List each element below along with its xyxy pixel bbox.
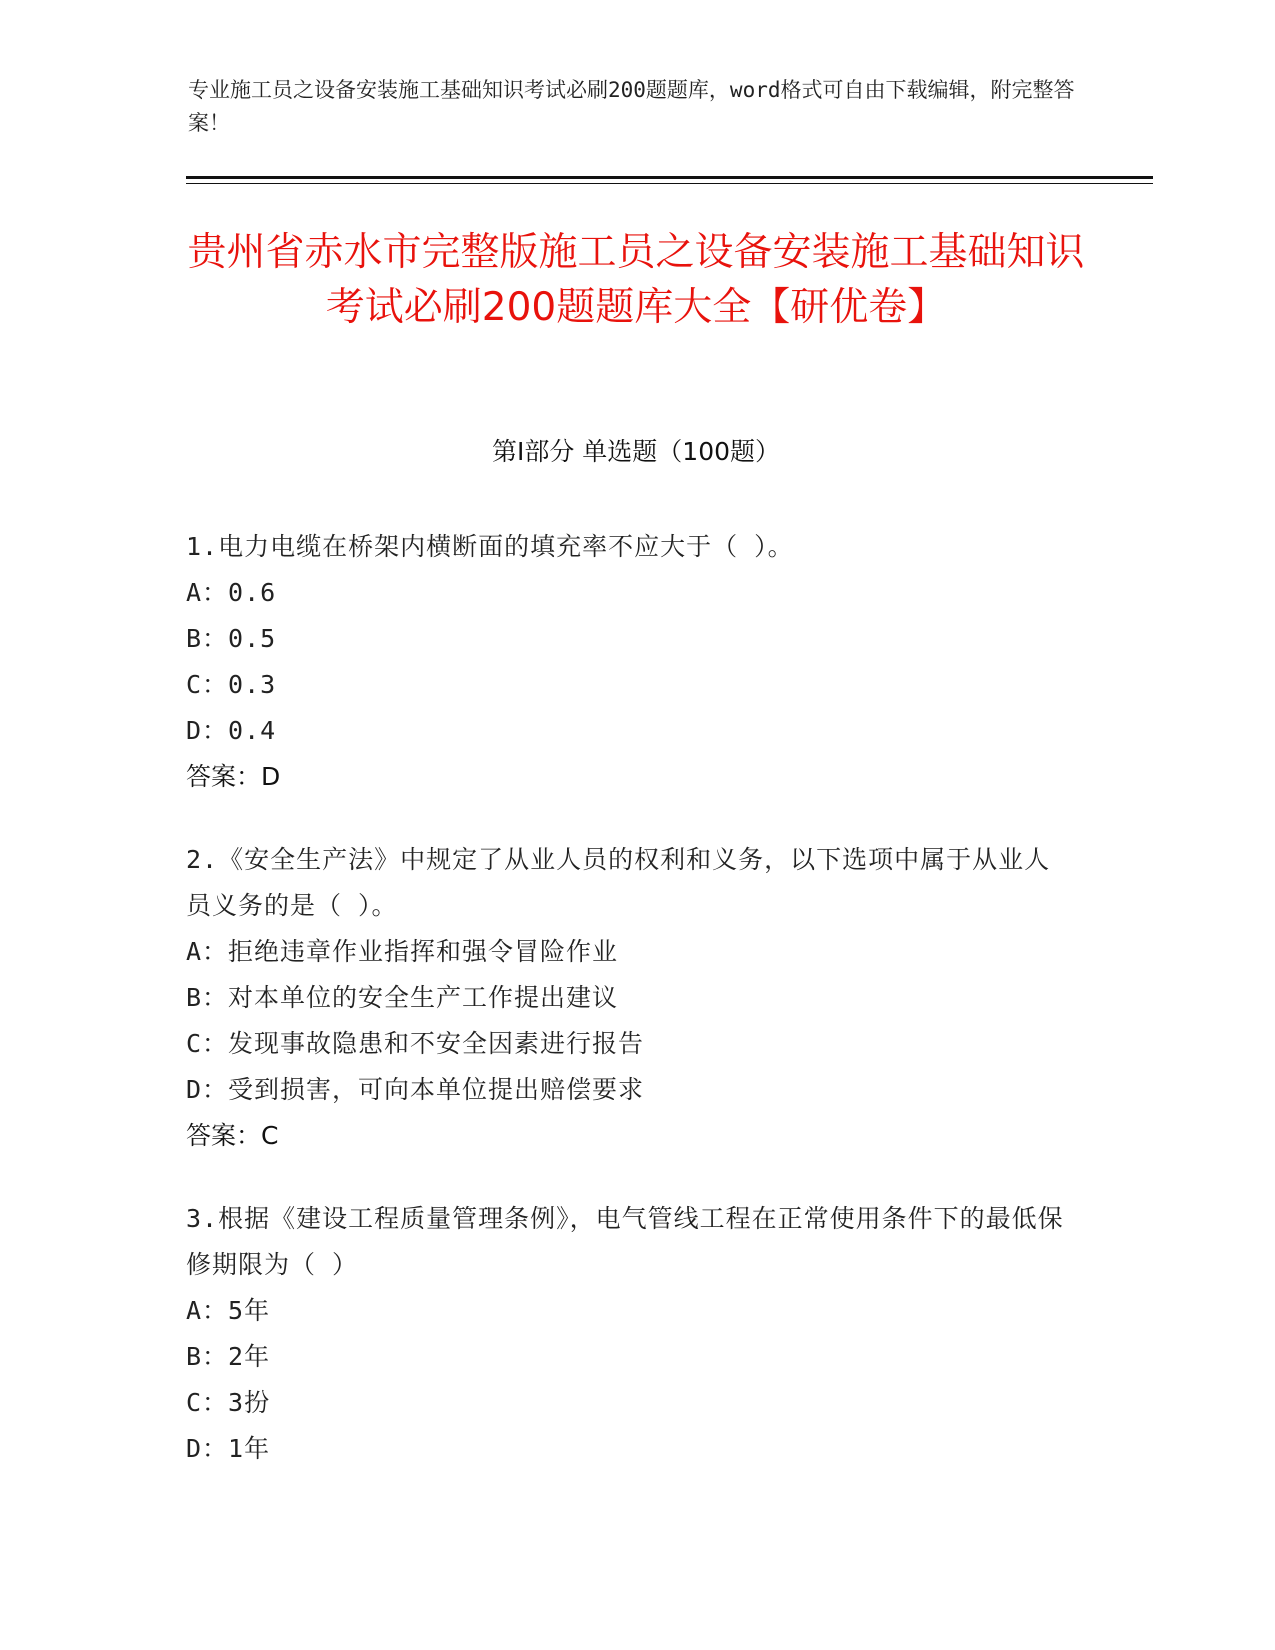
question-stem: 2.《安全生产法》中规定了从业人员的权利和义务，以下选项中属于从业人员义务的是（ ）。 — [186, 845, 1051, 920]
header-note: 专业施工员之设备安装施工基础知识考试必刷200题题库，word格式可自由下载编辑，附完整答案！ — [188, 78, 1075, 135]
option-b: B：2年 — [186, 1342, 271, 1371]
question-answer: 答案：D — [186, 762, 281, 791]
question-answer: 答案：C — [186, 1121, 279, 1150]
question-1 — [186, 524, 1066, 800]
header-divider-thick — [186, 176, 1153, 179]
option-a: A：拒绝违章作业指挥和强令冒险作业 — [186, 937, 619, 966]
option-b: B：0.5 — [186, 624, 277, 653]
option-b: B：对本单位的安全生产工作提出建议 — [186, 983, 619, 1012]
question-list — [186, 524, 1066, 1509]
header-divider-thin — [186, 183, 1153, 184]
option-a: A：0.6 — [186, 578, 277, 607]
option-d: D：0.4 — [186, 716, 277, 745]
option-c: C：3扮 — [186, 1388, 271, 1417]
option-c: C：发现事故隐患和不安全因素进行报告 — [186, 1029, 645, 1058]
section-heading: 第Ⅰ部分 单选题（100题） — [491, 437, 781, 466]
option-d: D：受到损害，可向本单位提出赔偿要求 — [186, 1075, 645, 1104]
option-d: D：1年 — [186, 1434, 271, 1463]
option-c: C：0.3 — [186, 670, 277, 699]
option-a: A：5年 — [186, 1296, 271, 1325]
question-2 — [186, 837, 1066, 1159]
question-3 — [186, 1196, 1066, 1472]
document-title: 贵州省赤水市完整版施工员之设备安装施工基础知识考试必刷200题题库大全【研优卷】 — [187, 230, 1085, 330]
question-stem: 1.电力电缆在桥架内横断面的填充率不应大于（ ）。 — [186, 532, 794, 561]
question-stem: 3.根据《建设工程质量管理条例》，电气管线工程在正常使用条件下的最低保修期限为（ ） — [186, 1204, 1064, 1279]
